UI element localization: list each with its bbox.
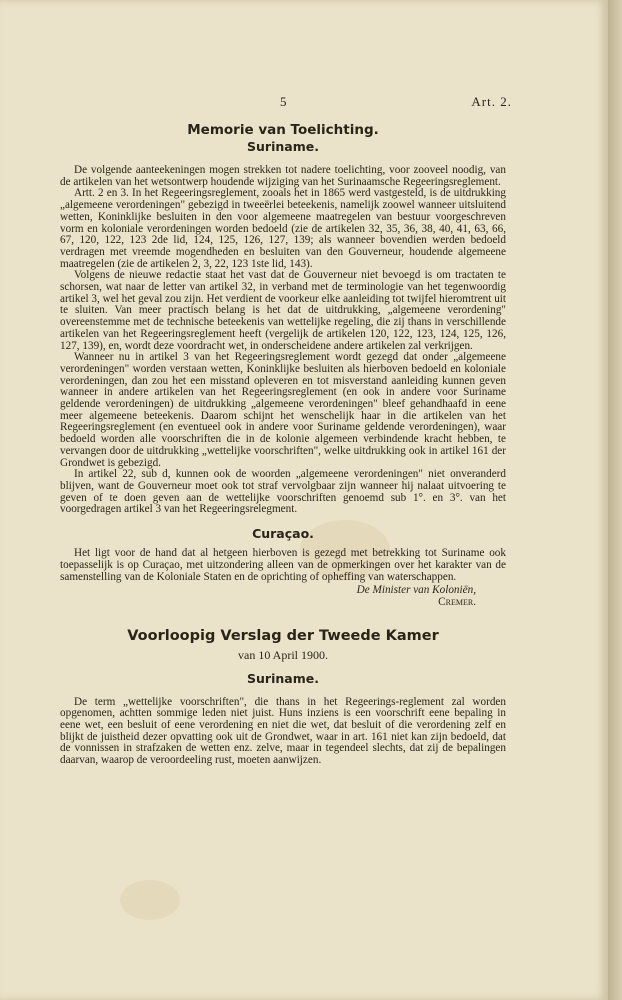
article-label: Art. 2. bbox=[471, 94, 512, 109]
verslag-date: van 10 April 1900. bbox=[238, 647, 328, 662]
page-edge bbox=[608, 0, 622, 1000]
signature-role: De Minister van Koloniën, bbox=[356, 584, 476, 597]
memorie-paragraph: Volgens de nieuwe redactie staat het vast dat de Gouverneur niet bevoegd is om tractaten te schorsen, wat naar de letter van artikel 32, in verband met de terminologie van het tegenwoordig artikel 3, wel het geval zou zijn. Het verdient de voorkeur elke aanleiding tot twijfel hieromtrent uit te sluiten. Van meer practisch belang is het dat de uitdrukking, „algemeene verordening" overeenstemme met de technische beteekenis van wettelijke regeling, die zij thans in verschillende artikelen van het Regeeringsreglement heeft (vergelijk de artikelen 120, 122, 123, 124, 125, 126, 127, 139), en, wordt deze voordracht wet, in onderscheidene andere artikelen zal verkrijgen. bbox=[60, 269, 506, 352]
memorie-paragraph: In artikel 22, sub d, kunnen ook de woorden „algemeene verordeningen" niet onveranderd blijven, want de Gouverneur moet ook tot straf vervolgbaar zijn wanneer hij nalaat uitvoering te geven of te doen geven aan de wettelijke voorschriften genoemd sub 1°. en 3°. van het voorgedragen artikel 3 van het Regeeringsrelegment. bbox=[60, 468, 506, 516]
verslag-suriname-heading: Suriname. bbox=[247, 670, 319, 686]
verslag-paragraph: De term „wettelijke voorschriften", die thans in het Regeerings-reglement zal worden opgenomen, achtten sommige leden niet juist. Huns inziens is een voorschrift eene bepaling in eene wet, een besluit of eene verordening en niet die wet, dat besluit of die verordening zelf en blijkt de juistheid dezer opvatting ook uit de Grondwet, waar in art. 161 niet kan zijn bedoeld, dat de vonnissen in strafzaken de wetten enz. zelve, maar in tegendeel slechts, dat zij de bepalingen daarvan, waarop de veroordeeling rust, moeten aanwijzen. bbox=[60, 695, 506, 767]
curacao-paragraph: Het ligt voor de hand dat al hetgeen hierboven is gezegd met betrekking tot Suriname ook toepasselijk is op Curaçao, met uitzondering alleen van de opmerkingen over het karakter van de samenstelling van de Koloniale Staten en de oprichting of opheffing van waterschappen. bbox=[60, 547, 506, 583]
paper-stain bbox=[120, 880, 180, 920]
memorie-suriname-heading: Suriname. bbox=[247, 139, 319, 154]
memorie-paragraph: De volgende aanteekeningen mogen strekken tot nadere toelichting, voor zooveel noodig, van de artikelen van het wetsontwerp houdende wijziging van het Surinaamsche Regeeringsreglement. bbox=[60, 164, 506, 188]
memorie-paragraph: Artt. 2 en 3. In het Regeeringsreglement, zooals het in 1865 werd vastgesteld, is de uitdrukking „algemeene verordeningen" gebezigd in tweeërlei beteekenis, namelijk zoowel wanneer uitsluitend wetten, Koninklijke besluiten in den voor algemeene maatregelen van bestuur voorgeschreven vorm en koloniale verordeningen worden bedoeld (zie de artikelen 32, 35, 36, 38, 40, 41, 63, 66, 67, 120, 122, 123 2de lid, 124, 125, 126, 127, 139; als wanneer bovendien werden bedoeld verdragen met vreemde mogendheden en besluiten van den Gouverneur, houdende algemeene maatregelen (zie de artikelen 2, 3, 22, 123 1ste lid, 143). bbox=[60, 187, 506, 270]
memorie-paragraph: Wanneer nu in artikel 3 van het Regeeringsreglement wordt gezegd dat onder „algemeene verordeningen" worden verstaan wetten, Koninklijke besluiten als hierboven bedoeld en koloniale verordeningen, dan zou het een misstand opleveren en tot misverstand aanleiding kunnen geven wanneer in andere artikelen van het Regeeringsreglement (en ook in andere voor Suriname geldende verordeningen) de uitdrukking „algemeene verordeningen" bleef gehandhaafd in eene meer algemeene beteekenis. Daarom schijnt het wenschelijk haar in die artikelen van het Regeeringsreglement (en eventueel ook in andere voor Suriname geldende verordeningen), waar bedoeld worden alle voorschriften die in de kolonie algemeen verbindende kracht hebben, te vervangen door de uitdrukking „wettelijke voorschriften", welke uitdrukking ook in artikel 161 der Grondwet is gebezigd. bbox=[60, 351, 506, 469]
verslag-title: Voorloopig Verslag der Tweede Kamer bbox=[127, 627, 439, 644]
signature-name: Cremer. bbox=[438, 595, 476, 608]
page-content bbox=[60, 94, 512, 767]
curacao-heading: Curaçao. bbox=[252, 526, 314, 542]
page-number: 5 bbox=[280, 94, 287, 109]
running-header bbox=[60, 94, 512, 122]
memorie-title: Memorie van Toelichting. bbox=[187, 122, 379, 138]
